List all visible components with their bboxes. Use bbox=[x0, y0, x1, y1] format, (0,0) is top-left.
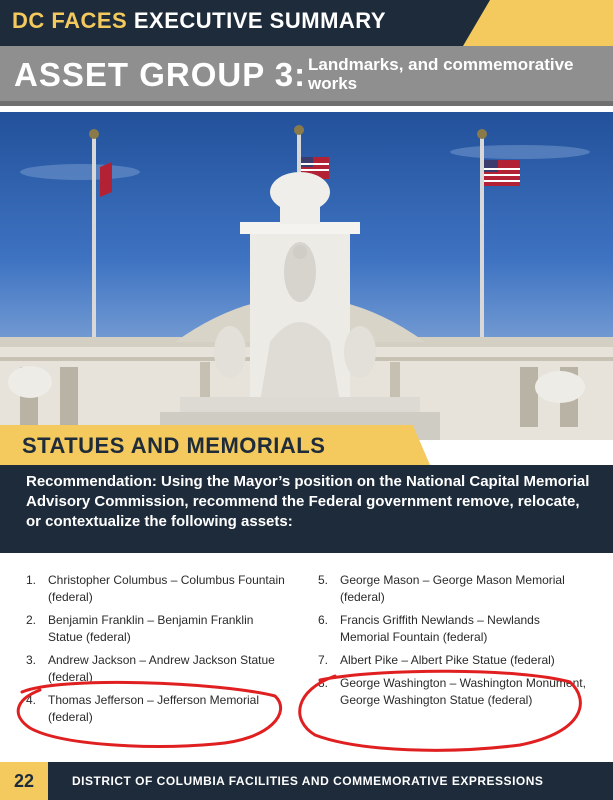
page-number: 22 bbox=[0, 762, 48, 800]
memorial-illustration bbox=[0, 112, 613, 440]
asset-group-heading: ASSET GROUP 3: bbox=[14, 56, 307, 93]
item-number: 1. bbox=[26, 573, 37, 587]
asset-list-right bbox=[318, 572, 588, 715]
recommendation-text bbox=[26, 472, 591, 532]
title-text: EXECUTIVE SUMMARY bbox=[133, 8, 387, 33]
item-number: 3. bbox=[26, 653, 37, 667]
list-item bbox=[318, 652, 588, 669]
item-number: 5. bbox=[318, 573, 329, 587]
list-item bbox=[26, 612, 286, 646]
columbus-fountain bbox=[160, 172, 440, 440]
recommendation-body: Using the Mayor’s position on the National Capital Memorial Advisory Commission, recommend the Federal government remove, relocate, or contextualize the following assets: bbox=[26, 473, 590, 530]
item-number: 4. bbox=[26, 693, 37, 707]
item-text: Thomas Jefferson – Jefferson Memorial (federal) bbox=[48, 693, 259, 724]
item-text: George Mason – George Mason Memorial (federal) bbox=[340, 573, 565, 604]
item-text: Francis Griffith Newlands – Newlands Memorial Fountain (federal) bbox=[340, 613, 540, 644]
list-item bbox=[26, 572, 286, 606]
banner-accent bbox=[463, 0, 613, 46]
asset-group-subtitle: Landmarks, and commemorative works bbox=[308, 55, 574, 93]
item-text: Andrew Jackson – Andrew Jackson Statue (federal) bbox=[48, 653, 275, 684]
memorial-photo bbox=[0, 112, 613, 440]
document-title bbox=[12, 8, 386, 34]
item-number: 2. bbox=[26, 613, 37, 627]
item-number: 7. bbox=[318, 653, 329, 667]
list-item bbox=[318, 675, 588, 709]
item-text: Albert Pike – Albert Pike Statue (federal) bbox=[340, 653, 555, 667]
top-banner bbox=[0, 0, 613, 46]
section-title: STATUES AND MEMORIALS bbox=[22, 433, 326, 458]
item-text: Christopher Columbus – Columbus Fountain (federal) bbox=[48, 573, 285, 604]
footer-title: DISTRICT OF COLUMBIA FACILITIES AND COMMEMORATIVE EXPRESSIONS bbox=[72, 774, 544, 788]
brand-text: DC FACES bbox=[12, 8, 128, 33]
list-item bbox=[318, 612, 588, 646]
item-number: 6. bbox=[318, 613, 329, 627]
list-item bbox=[318, 572, 588, 606]
page-footer bbox=[0, 762, 613, 800]
list-item bbox=[26, 692, 286, 726]
item-number: 8. bbox=[318, 676, 329, 690]
recommendation-label: Recommendation: bbox=[26, 473, 157, 490]
item-text: George Washington – Washington Monument, George Washington Statue (federal) bbox=[340, 676, 586, 707]
asset-list-left bbox=[26, 572, 286, 732]
list-item bbox=[26, 652, 286, 686]
item-text: Benjamin Franklin – Benjamin Franklin Statue (federal) bbox=[48, 613, 254, 644]
